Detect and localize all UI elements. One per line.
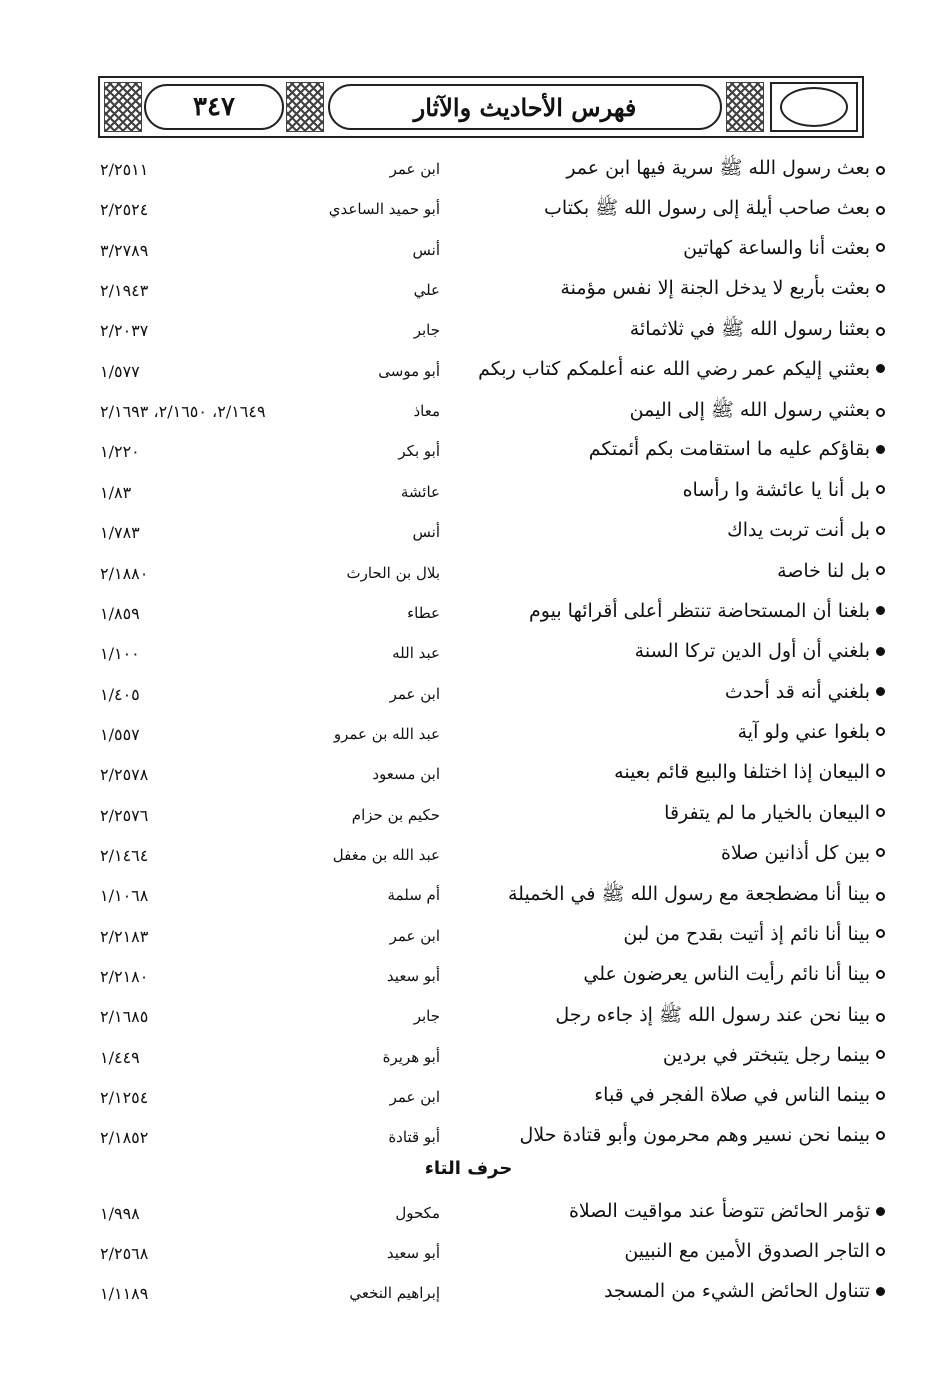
volume-page-reference: ١/٩٩٨ (100, 1204, 140, 1223)
narrator: علي (413, 281, 440, 300)
index-entry (0, 878, 937, 918)
hadith-text (630, 398, 885, 426)
index-entry (0, 556, 937, 596)
index-entry (0, 354, 937, 394)
hollow-bullet-icon (876, 206, 885, 215)
filled-bullet-icon (876, 647, 885, 656)
index-entry (0, 233, 937, 273)
narrator: ابن عمر (389, 160, 440, 178)
hadith-text-label: بينا نحن عند رسول الله ﷺ إذ جاءه رجل (555, 1004, 870, 1027)
volume-page-reference: ٢/١٨٨٠ (100, 563, 149, 583)
hollow-bullet-icon (876, 768, 885, 777)
hadith-text-label: بينما الناس في صلاة الفجر في قباء (594, 1084, 870, 1107)
hollow-bullet-icon (876, 526, 885, 535)
hadith-text-label: بعثني رسول الله ﷺ إلى اليمن (629, 399, 870, 422)
hadith-text-label: بلغني أنه قد أحدث (724, 680, 870, 703)
ornament-left (104, 82, 142, 132)
hadith-text-label: بقاؤكم عليه ما استقامت بكم أئمتكم (588, 438, 870, 461)
hadith-text-label: بعث رسول الله ﷺ سرية فيها ابن عمر (566, 157, 870, 179)
hadith-text (623, 923, 885, 945)
hadith-text (635, 640, 885, 662)
volume-page-reference: ٢/١٦٤٩، ٢/١٦٥٠، ٢/١٦٩٣ (100, 402, 266, 422)
narrator: عبد الله (392, 644, 440, 663)
narrator: أنس (412, 523, 440, 542)
volume-page-reference: ٢/٢٥٦٨ (100, 1244, 149, 1263)
hadith-text (478, 358, 885, 380)
hollow-bullet-icon (876, 892, 885, 901)
index-entry (0, 152, 937, 192)
hadith-text (508, 882, 885, 910)
index-entry (0, 1040, 937, 1080)
volume-page-reference: ٢/١٩٤٣ (100, 281, 149, 301)
hadith-text-label: بل أنا يا عائشة وا رأساه (682, 478, 870, 501)
hollow-bullet-icon (876, 1131, 885, 1140)
volume-page-reference: ٢/٢٥١١ (100, 160, 149, 179)
hadith-text (583, 963, 885, 985)
hadith-text (721, 842, 885, 864)
hadith-text-label: بل لنا خاصة (777, 559, 870, 582)
hadith-text-label: بينا أنا نائم إذ أتيت بقدح من لبن (623, 922, 870, 945)
narrator: أبو موسى (378, 361, 440, 380)
narrator: عبد الله بن عمرو (333, 724, 440, 743)
filled-bullet-icon (876, 445, 885, 454)
index-entry (0, 838, 937, 878)
hadith-text-label: بعثني إليكم عمر رضي الله عنه أعلمكم كتاب ربكم (478, 357, 870, 380)
narrator: أبو هريرة (382, 1047, 440, 1066)
hollow-bullet-icon (876, 243, 885, 252)
narrator: جابر (413, 321, 440, 340)
volume-page-reference: ١/٢٢٠ (100, 442, 140, 462)
hadith-text-label: بل أنت تربت يداك (727, 519, 870, 542)
index-entry (0, 394, 937, 434)
volume-page-reference: ١/٤٤٩ (100, 1047, 140, 1067)
ornament-right (726, 82, 764, 132)
hadith-text (683, 479, 885, 501)
hadith-text-label: البيعان بالخيار ما لم يتفرقا (664, 801, 870, 824)
narrator: معاذ (413, 402, 440, 421)
filled-bullet-icon (876, 364, 885, 373)
hadith-text (683, 237, 885, 259)
index-entry (0, 677, 937, 717)
volume-page-reference: ٢/١٢٥٤ (100, 1088, 149, 1108)
index-entry (0, 515, 937, 555)
hollow-bullet-icon (876, 848, 885, 857)
volume-page-reference: ١/١٠٦٨ (100, 886, 149, 906)
hadith-text-label: بينما نحن نسير وهم محرمون وأبو قتادة حلال (519, 1124, 870, 1147)
hadith-text (738, 721, 885, 743)
hadith-text-label: بلغني أن أول الدين تركا السنة (634, 640, 870, 663)
filled-bullet-icon (876, 606, 885, 615)
hollow-bullet-icon (876, 1091, 885, 1100)
index-entry (0, 273, 937, 313)
volume-page-reference: ١/٨٣ (100, 482, 132, 502)
hadith-text (544, 196, 885, 224)
hadith-text (529, 600, 885, 622)
volume-page-reference: ٢/٢١٨٣ (100, 926, 149, 946)
narrator: أبو قتادة (388, 1128, 440, 1147)
filled-bullet-icon (876, 1287, 885, 1296)
hadith-text (727, 519, 885, 541)
hollow-bullet-icon (876, 284, 885, 293)
index-entry (0, 757, 937, 797)
hadith-text-label: بين كل أذانين صلاة (721, 841, 870, 864)
volume-page-reference: ٢/١٨٥٢ (100, 1128, 149, 1148)
index-entry (0, 434, 937, 474)
index-entry (0, 596, 937, 636)
hadith-text (566, 156, 885, 184)
narrator: عائشة (400, 482, 440, 501)
hollow-bullet-icon (876, 1013, 885, 1022)
page-number: ٣٤٧ (144, 84, 284, 130)
hollow-bullet-icon (876, 929, 885, 938)
hadith-text-label: تؤمر الحائض تتوضأ عند مواقيت الصلاة (568, 1200, 870, 1222)
hadith-text (604, 1280, 885, 1302)
hollow-bullet-icon (876, 566, 885, 575)
volume-page-reference: ١/٨٥٩ (100, 603, 140, 623)
index-entry (0, 192, 937, 232)
hadith-text-label: بعثنا رسول الله ﷺ في ثلاثمائة (629, 318, 870, 341)
hadith-text (594, 1084, 885, 1106)
hadith-text (664, 802, 885, 824)
hadith-text (555, 1003, 885, 1031)
hadith-text-label: بعث صاحب أيلة إلى رسول الله ﷺ بكتاب (543, 197, 870, 220)
narrator: أم سلمة (387, 886, 440, 905)
volume-page-reference: ١/٧٨٣ (100, 523, 140, 543)
hadith-text-label: بلغوا عني ولو آية (737, 720, 870, 743)
volume-page-reference: ١/١٠٠ (100, 644, 140, 664)
narrator: أبو بكر (398, 442, 440, 461)
index-entry (0, 999, 937, 1039)
hadith-text (777, 560, 885, 582)
narrator: بلال بن الحارث (346, 563, 440, 582)
hadith-text-label: بعثت أنا والساعة كهاتين (683, 236, 870, 259)
hollow-bullet-icon (876, 727, 885, 736)
index-entry (0, 1236, 937, 1276)
hadith-text-label: التاجر الصدوق الأمين مع النبيين (624, 1240, 870, 1262)
filled-bullet-icon (876, 687, 885, 696)
hadith-text (624, 1240, 885, 1262)
volume-page-reference: ١/٤٠٥ (100, 684, 140, 704)
hadith-text (569, 1200, 885, 1222)
volume-page-reference: ٢/١٦٨٥ (100, 1007, 149, 1027)
hollow-bullet-icon (876, 166, 885, 175)
hollow-bullet-icon (876, 808, 885, 817)
hadith-text-label: البيعان إذا اختلفا والبيع قائم بعينه (614, 761, 870, 784)
index-entry (0, 1196, 937, 1236)
narrator: عطاء (407, 603, 440, 622)
narrator: أبو سعيد (386, 1244, 440, 1262)
hadith-text (560, 277, 885, 299)
narrator: جابر (413, 1007, 440, 1026)
index-entry (0, 717, 937, 757)
index-entry (0, 475, 937, 515)
hadith-text (520, 1124, 885, 1146)
volume-page-reference: ١/١١٨٩ (100, 1284, 149, 1303)
index-entry (0, 1080, 937, 1120)
page-header (98, 76, 864, 138)
hollow-bullet-icon (876, 485, 885, 494)
narrator: ابن عمر (389, 1088, 440, 1107)
volume-page-reference: ٢/٢١٨٠ (100, 967, 149, 986)
hadith-text (630, 317, 885, 345)
hollow-bullet-icon (876, 1247, 885, 1256)
index-entry (0, 313, 937, 353)
narrator: عبد الله بن مغفل (332, 845, 440, 864)
filled-bullet-icon (876, 1207, 885, 1216)
index-entry (0, 1276, 937, 1316)
hadith-text-label: بينا أنا مضطجعة مع رسول الله ﷺ في الخميلة (507, 883, 870, 906)
hadith-text (725, 681, 885, 703)
narrator: حكيم بن حزام (351, 805, 440, 824)
volume-page-reference: ٢/٢٠٣٧ (100, 321, 149, 341)
volume-page-reference: ٢/١٤٦٤ (100, 845, 149, 865)
narrator: أنس (412, 240, 440, 259)
index-entry (0, 798, 937, 838)
volume-page-reference: ٢/٢٥٢٤ (100, 200, 149, 220)
hadith-text-label: بينا أنا نائم رأيت الناس يعرضون علي (583, 963, 870, 985)
section-heading: حرف التاء (424, 1158, 513, 1179)
ornament-middle (286, 82, 324, 132)
publisher-logo-seal (780, 87, 848, 127)
volume-page-reference: ٢/٢٥٧٦ (100, 805, 149, 825)
narrator: ابن عمر (389, 684, 440, 703)
narrator: مكحول (395, 1204, 440, 1222)
hadith-text-label: بعثت بأربع لا يدخل الجنة إلا نفس مؤمنة (560, 277, 870, 300)
page-title: فهرس الأحاديث والآثار (328, 84, 722, 130)
index-entry (0, 919, 937, 959)
hollow-bullet-icon (876, 408, 885, 417)
hadith-text (589, 438, 885, 460)
volume-page-reference: ٢/٢٥٧٨ (100, 765, 149, 785)
hollow-bullet-icon (876, 327, 885, 336)
hadith-text-label: تتناول الحائض الشيء من المسجد (603, 1280, 870, 1302)
volume-page-reference: ١/٥٧٧ (100, 361, 140, 381)
volume-page-reference: ٣/٢٧٨٩ (100, 240, 149, 260)
hadith-text-label: بينما رجل يتبختر في بردين (662, 1043, 870, 1066)
index-entry (0, 959, 937, 999)
narrator: أبو سعيد (386, 967, 440, 985)
index-entry (0, 1120, 937, 1160)
narrator: أبو حميد الساعدي (328, 200, 440, 219)
publisher-logo (770, 82, 858, 132)
hadith-text-label: بلغنا أن المستحاضة تنتظر أعلى أقرائها بيوم (529, 599, 870, 622)
hollow-bullet-icon (876, 1050, 885, 1059)
hadith-text (663, 1044, 885, 1066)
index-entry (0, 636, 937, 676)
narrator: ابن مسعود (372, 765, 440, 784)
narrator: ابن عمر (389, 926, 440, 945)
hadith-text (614, 761, 885, 783)
narrator: إبراهيم النخعي (349, 1284, 440, 1302)
hollow-bullet-icon (876, 970, 885, 979)
volume-page-reference: ١/٥٥٧ (100, 724, 140, 744)
